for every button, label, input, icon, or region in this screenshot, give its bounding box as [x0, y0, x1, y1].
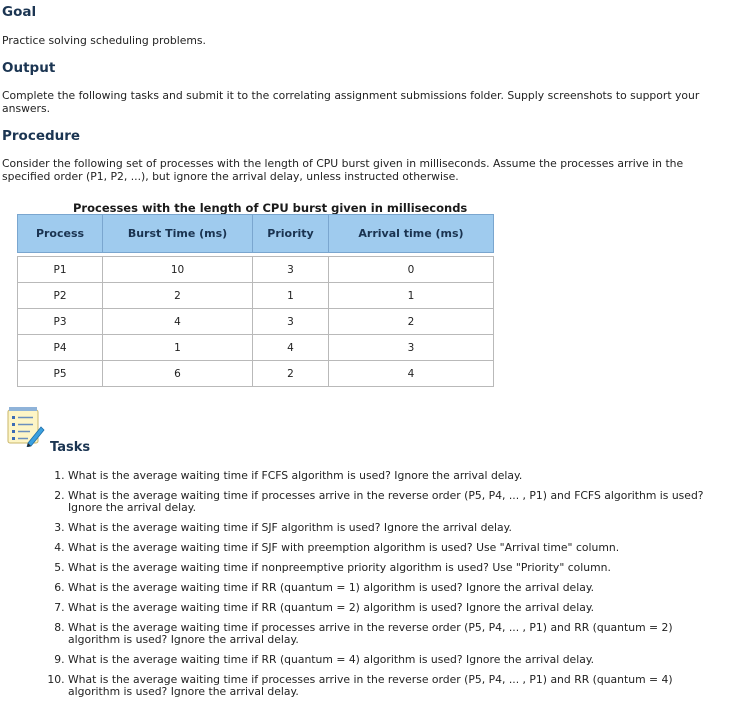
cell-priority: 3 — [253, 309, 329, 335]
header-burst-time: Burst Time (ms) — [103, 215, 253, 253]
output-text: Complete the following tasks and submit it to the correlating assignment submissions folder. Supply screenshots to support your answers. — [2, 89, 700, 115]
table-row — [18, 335, 494, 361]
goal-heading: Goal — [2, 4, 37, 20]
goal-text: Practice solving scheduling problems. — [2, 34, 206, 47]
cell-process: P5 — [18, 361, 103, 387]
procedure-text: Consider the following set of processes with the length of CPU burst given in milliseconds. Assume the processes arrive in the specified order (P1, P2, ...), but ignore the arrival delay, unless instructed otherwise. — [2, 157, 684, 183]
cell-priority: 3 — [253, 257, 329, 283]
cell-arrival-time: 1 — [329, 283, 494, 309]
list-item: 2. What is the average waiting time if processes arrive in the reverse order (P5, P4, ... , P1) and FCFS algorithm is used? Ignore the arrival delay. — [68, 490, 718, 514]
list-item: 4. What is the average waiting time if SJF with preemption algorithm is used? Use "Arrival time" column. — [68, 542, 718, 554]
cell-priority: 2 — [253, 361, 329, 387]
list-item: 5. What is the average waiting time if nonpreemptive priority algorithm is used? Use "Priority" column. — [68, 562, 718, 574]
table-caption: Processes with the length of CPU burst given in milliseconds — [73, 201, 468, 215]
task-list — [68, 470, 718, 706]
cell-burst-time: 2 — [103, 283, 253, 309]
cell-priority: 1 — [253, 283, 329, 309]
cell-process: P3 — [18, 309, 103, 335]
cell-arrival-time: 0 — [329, 257, 494, 283]
table-row — [18, 283, 494, 309]
header-arrival-time: Arrival time (ms) — [329, 215, 494, 253]
output-heading: Output — [2, 60, 56, 76]
cell-arrival-time: 2 — [329, 309, 494, 335]
table-header-row — [18, 215, 494, 253]
table-row — [18, 309, 494, 335]
table-row — [18, 257, 494, 283]
cell-arrival-time: 3 — [329, 335, 494, 361]
list-item: 10. What is the average waiting time if processes arrive in the reverse order (P5, P4, ... , P1) and RR (quantum = 4) algorithm is used? Ignore the arrival delay. — [68, 674, 718, 698]
cell-priority: 4 — [253, 335, 329, 361]
list-item: 7. What is the average waiting time if RR (quantum = 2) algorithm is used? Ignore the arrival delay. — [68, 602, 718, 614]
cell-process: P2 — [18, 283, 103, 309]
cell-process: P4 — [18, 335, 103, 361]
header-process: Process — [18, 215, 103, 253]
table-row — [18, 361, 494, 387]
cell-burst-time: 6 — [103, 361, 253, 387]
list-item: 3. What is the average waiting time if SJF algorithm is used? Ignore the arrival delay. — [68, 522, 718, 534]
cell-arrival-time: 4 — [329, 361, 494, 387]
list-item: 8. What is the average waiting time if processes arrive in the reverse order (P5, P4, ... , P1) and RR (quantum = 2) algorithm is used? Ignore the arrival delay. — [68, 622, 718, 646]
checklist-icon — [6, 405, 46, 447]
cell-burst-time: 1 — [103, 335, 253, 361]
header-priority: Priority — [253, 215, 329, 253]
cell-burst-time: 4 — [103, 309, 253, 335]
list-item: 6. What is the average waiting time if RR (quantum = 1) algorithm is used? Ignore the arrival delay. — [68, 582, 718, 594]
cell-process: P1 — [18, 257, 103, 283]
procedure-heading: Procedure — [2, 128, 81, 144]
list-item: 1. What is the average waiting time if FCFS algorithm is used? Ignore the arrival delay. — [68, 470, 718, 482]
cell-burst-time: 10 — [103, 257, 253, 283]
process-table — [17, 214, 494, 387]
tasks-heading: Tasks — [50, 440, 91, 455]
list-item: 9. What is the average waiting time if RR (quantum = 4) algorithm is used? Ignore the arrival delay. — [68, 654, 718, 666]
